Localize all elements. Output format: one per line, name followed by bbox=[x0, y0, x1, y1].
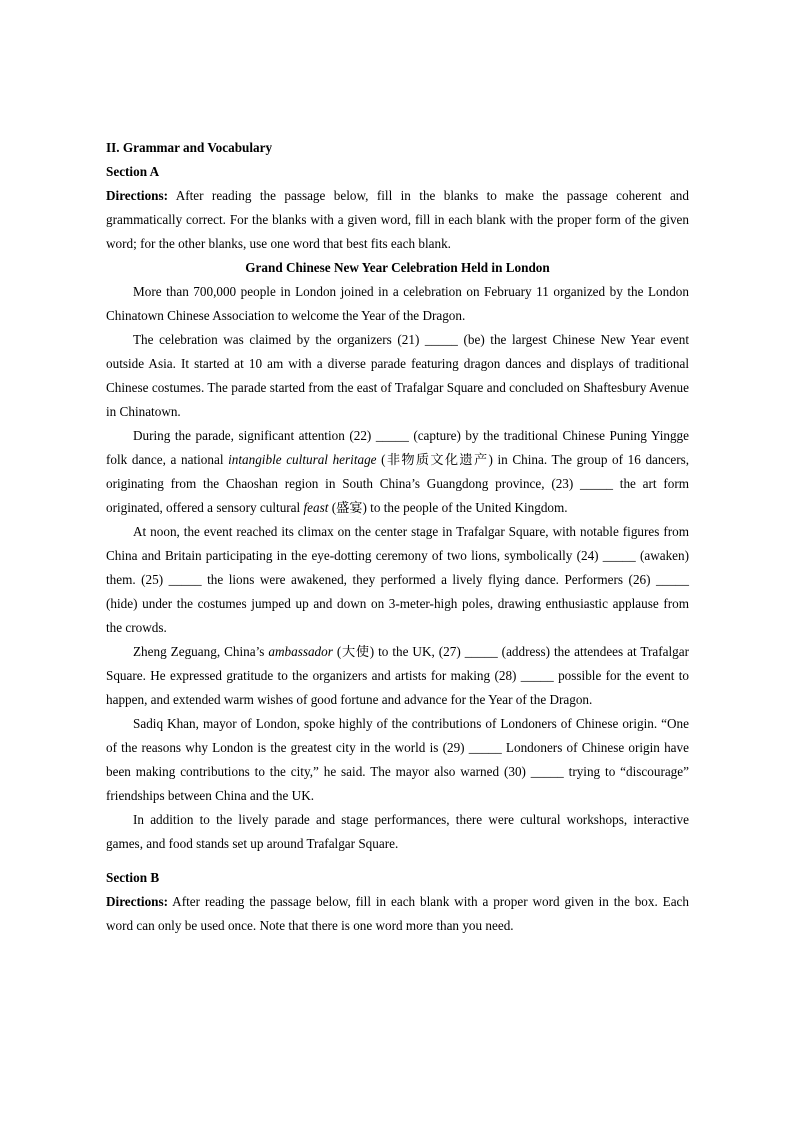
part-heading: II. Grammar and Vocabulary bbox=[106, 140, 273, 155]
paragraph-3-text-c: (盛宴) to the people of the United Kingdom. bbox=[328, 500, 568, 515]
paragraph-3-text-a: During the parade, significant attention (22) _____ (capture) by the traditional Chinese Puning Yingge folk dance, a national bbox=[106, 428, 689, 467]
directions-text-b: After reading the passage below, fill in each blank with a proper word given in the box. Each word can only be used once. Note that there is one word more than you need. bbox=[106, 894, 689, 933]
paragraph-3-text-b: (非物质文化遗产) in China. The group of 16 dancers, originating from the Chaoshan region in South China’s Guangdong province, (23) _____ the art form originated, offered a sensory cultural bbox=[106, 452, 690, 515]
paragraph-3-italic-term: intangible cultural heritage bbox=[228, 452, 377, 467]
paragraph-1: More than 700,000 people in London joined in a celebration on February 11 organized by the London Chinatown Chinese Association to welcome the Year of the Dragon. bbox=[106, 284, 689, 323]
paragraph-3 bbox=[106, 424, 689, 520]
section-a-title: Section A bbox=[106, 164, 160, 179]
section-b-directions bbox=[106, 890, 689, 938]
paragraph-5-text-a: Zheng Zeguang, China’s bbox=[133, 644, 269, 659]
paragraph-5-italic-term: ambassador bbox=[268, 644, 333, 659]
directions-text: After reading the passage below, fill in the blanks to make the passage coherent and grammatically correct. For the blanks with a given word, fill in each blank with the proper form of the given word; for the other blanks, use one word that best fits each blank. bbox=[106, 188, 689, 251]
paragraph-5 bbox=[106, 640, 689, 712]
paragraph-2: The celebration was claimed by the organizers (21) _____ (be) the largest Chinese New Year event outside Asia. It started at 10 am with a diverse parade featuring dragon dances and displays of traditional Chinese costumes. The parade started from the east of Trafalgar Square and concluded on Shaftesbury Avenue in Chinatown. bbox=[106, 332, 689, 419]
paragraph-5-text-b: (大使) to the UK, (27) _____ (address) the attendees at Trafalgar Square. He expressed gratitude to the organizers and artists for making (28) _____ possible for the event to happen, and extended warm wishes of good fortune and advance for the Year of the Dragon. bbox=[106, 644, 689, 707]
paragraph-6: Sadiq Khan, mayor of London, spoke highly of the contributions of Londoners of Chinese origin. “One of the reasons why London is the greatest city in the world is (29) _____ Londoners of Chinese origin have been making contributions to the city,” he said. The mayor also warned (30) _____ trying to “discourage” friendships between China and the UK. bbox=[106, 716, 689, 803]
paragraph-7: In addition to the lively parade and stage performances, there were cultural workshops, interactive games, and food stands set up around Trafalgar Square. bbox=[106, 812, 689, 851]
directions-label-b: Directions: bbox=[106, 894, 169, 909]
paragraph-3-italic-feast: feast bbox=[303, 500, 329, 515]
paragraph-4: At noon, the event reached its climax on the center stage in Trafalgar Square, with notable figures from China and Britain participating in the eye-dotting ceremony of two lions, symbolically (24) _____ (awaken) them. (25) _____ the lions were awakened, they performed a lively flying dance. Performers (26) _____ (hide) under the costumes jumped up and down on 3-meter-high poles, drawing enthusiastic applause from the crowds. bbox=[106, 524, 689, 635]
document-page bbox=[106, 136, 689, 938]
directions-label: Directions: bbox=[106, 188, 169, 203]
section-b-title: Section B bbox=[106, 870, 160, 885]
section-a-directions bbox=[106, 184, 689, 256]
passage-title: Grand Chinese New Year Celebration Held in London bbox=[245, 260, 550, 275]
